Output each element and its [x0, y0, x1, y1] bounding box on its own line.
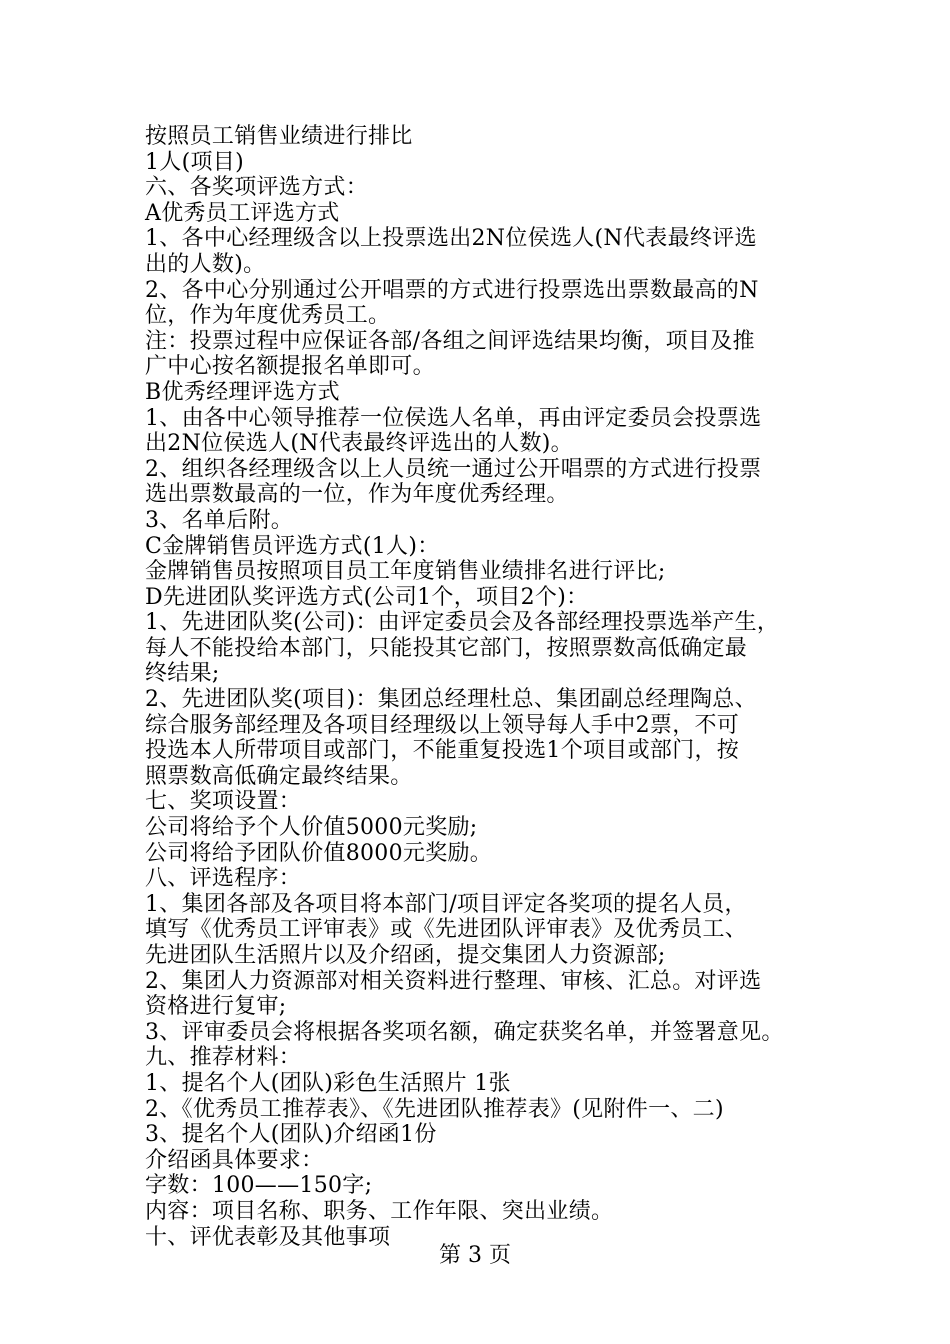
text-line: 3、名单后附。	[145, 507, 294, 533]
text-line: 1、提名个人(团队)彩色生活照片 1张	[145, 1070, 511, 1096]
document-body	[145, 124, 835, 1250]
text-line: 六、各奖项评选方式：	[145, 175, 369, 201]
text-line: 每人不能投给本部门，只能投其它部门，按照票数高低确定最	[145, 635, 748, 661]
text-line: 3、提名个人(团队)介绍函1份	[145, 1122, 437, 1148]
text-line: D先进团队奖评选方式(公司1个，项目2个)：	[145, 584, 589, 610]
text-line: A优秀员工评选方式	[145, 200, 340, 226]
page-number: 第 3 页	[439, 1243, 511, 1268]
text-line: 广中心按名额提报名单即可。	[145, 354, 435, 380]
text-line: 2、集团人力资源部对相关资料进行整理、审核、汇总。对评选	[145, 968, 762, 994]
text-line: 填写《优秀员工评审表》或《先进团队评审表》及优秀员工、	[145, 917, 748, 943]
text-line: 按照员工销售业绩进行排比	[145, 124, 413, 149]
text-line: 公司将给予团队价值8000元奖励。	[145, 840, 493, 866]
text-line: 2、各中心分别通过公开唱票的方式进行投票选出票数最高的N	[145, 277, 759, 303]
text-line: 字数：100——150字;	[145, 1173, 373, 1199]
text-line: 金牌销售员按照项目员工年度销售业绩排名进行评比;	[145, 559, 666, 585]
text-line: 1人(项目)	[145, 149, 244, 175]
text-line: 综合服务部经理及各项目经理级以上领导每人手中2票，不可	[145, 712, 740, 738]
text-line: 终结果;	[145, 661, 220, 687]
text-line: 先进团队生活照片以及介绍函，提交集团人力资源部;	[145, 943, 666, 968]
text-line: 八、评选程序：	[145, 866, 302, 892]
text-line: 七、奖项设置：	[145, 789, 302, 815]
text-line: 1、先进团队奖(公司)：由评定委员会及各部经理投票选举产生，	[145, 610, 780, 636]
text-line: 十、评优表彰及其他事项	[145, 1224, 391, 1250]
text-line: 1、集团各部及各项目将本部门/项目评定各奖项的提名人员，	[145, 891, 747, 917]
text-line: 2、先进团队奖(项目)：集团总经理杜总、集团副总经理陶总、	[145, 687, 757, 713]
text-line: 照票数高低确定最终结果。	[145, 763, 413, 789]
text-line: 投选本人所带项目或部门，不能重复投选1个项目或部门，按	[145, 738, 740, 764]
text-line: 资格进行复审;	[145, 994, 287, 1020]
text-line: 1、由各中心领导推荐一位侯选人名单，再由评定委员会投票选	[145, 405, 762, 431]
text-line: 公司将给予个人价值5000元奖励;	[145, 815, 478, 841]
text-line: 内容：项目名称、职务、工作年限、突出业绩。	[145, 1198, 614, 1224]
text-line: 位，作为年度优秀员工。	[145, 303, 391, 329]
text-line: 九、推荐材料：	[145, 1045, 302, 1071]
text-line: 介绍函具体要求：	[145, 1147, 324, 1173]
text-line: B优秀经理评选方式	[145, 379, 340, 405]
text-line: 1、各中心经理级含以上投票选出2N位侯选人(N代表最终评选	[145, 226, 757, 252]
text-line: C金牌销售员评选方式(1人)：	[145, 533, 440, 559]
text-line: 2、《优秀员工推荐表》、《先进团队推荐表》(见附件一、二)	[145, 1096, 724, 1122]
text-line: 3、评审委员会将根据各奖项名额，确定获奖名单，并签署意见。	[145, 1019, 784, 1045]
text-line: 出2N位侯选人(N代表最终评选出的人数)。	[145, 431, 573, 457]
text-line: 选出票数最高的一位，作为年度优秀经理。	[145, 482, 569, 508]
text-line: 出的人数)。	[145, 251, 266, 277]
text-line: 注：投票过程中应保证各部/各组之间评选结果均衡，项目及推	[145, 328, 755, 354]
text-line: 2、组织各经理级含以上人员统一通过公开唱票的方式进行投票	[145, 456, 762, 482]
